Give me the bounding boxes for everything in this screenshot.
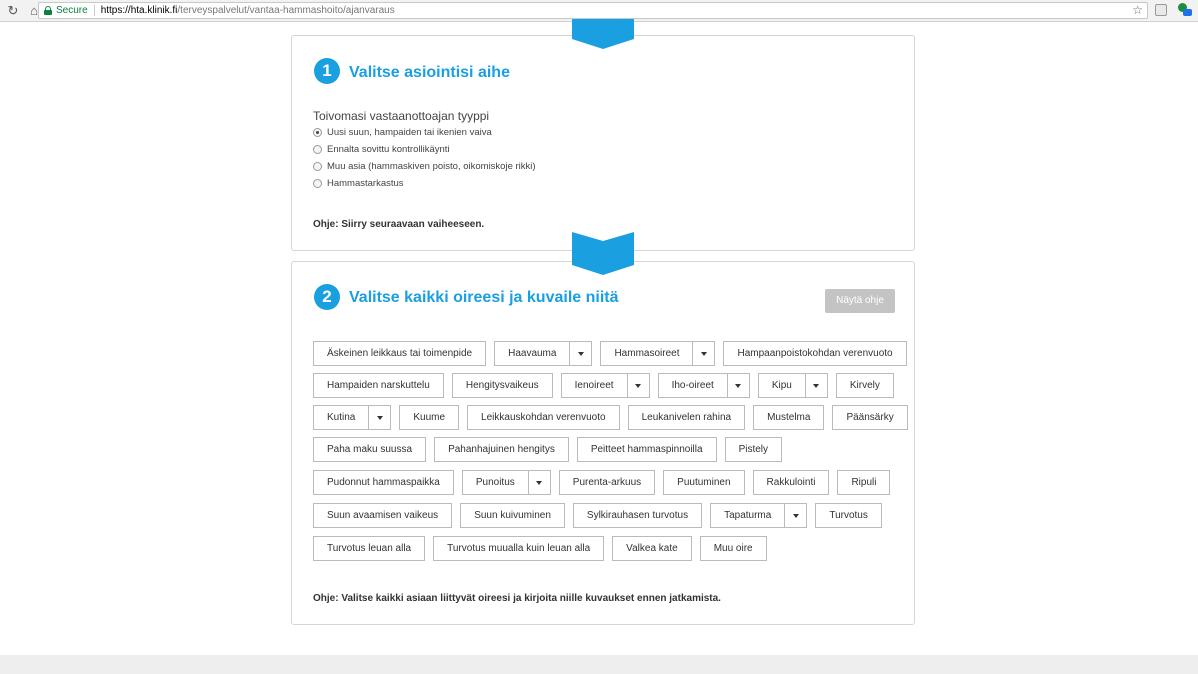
symptom-chip[interactable]: [313, 536, 425, 561]
symptom-chip-label: Äskeinen leikkaus tai toimenpide: [327, 348, 473, 359]
radio-button[interactable]: [313, 162, 322, 171]
symptom-chip-label: Hengitysvaikeus: [465, 380, 539, 391]
symptom-chip[interactable]: [313, 341, 486, 366]
step2-card: [291, 261, 915, 625]
step1-hint: Ohje: Siirry seuraavaan vaiheeseen.: [313, 219, 485, 230]
step1-title: Valitse asiointisi aihe: [349, 64, 510, 81]
symptom-chip[interactable]: [663, 470, 744, 495]
symptom-chip-label: Rakkulointi: [766, 477, 816, 488]
address-divider: [94, 5, 95, 16]
caret-down-icon[interactable]: [528, 471, 550, 494]
symptom-chip[interactable]: [494, 341, 592, 366]
radio-button[interactable]: [313, 128, 322, 137]
symptom-chip-label: Pistely: [738, 444, 769, 455]
symptom-chip-label: Peitteet hammaspinnoilla: [590, 444, 703, 455]
symptom-chip[interactable]: [313, 470, 454, 495]
symptom-chip-label: Purenta-arkuus: [572, 477, 642, 488]
symptom-row: [313, 503, 890, 528]
symptom-row: [313, 536, 775, 561]
caret-down-icon[interactable]: [569, 342, 591, 365]
radio-button[interactable]: [313, 179, 322, 188]
symptom-chip[interactable]: [612, 536, 692, 561]
symptom-chip[interactable]: [577, 437, 717, 462]
extension-icon[interactable]: [1155, 4, 1167, 16]
symptom-row: [313, 437, 790, 462]
address-bar[interactable]: [38, 2, 1148, 19]
symptom-chip[interactable]: [710, 503, 807, 528]
symptom-chip[interactable]: [573, 503, 702, 528]
symptom-row: [313, 405, 916, 430]
url-path: /terveyspalvelut/vantaa-hammashoito/ajanvaraus: [177, 5, 395, 16]
symptom-row: [313, 341, 915, 366]
radio-button[interactable]: [313, 145, 322, 154]
symptom-chip-label: Iho-oireet: [671, 380, 714, 391]
symptom-chip[interactable]: [815, 503, 882, 528]
symptom-chip[interactable]: [462, 470, 551, 495]
step2-hint: Ohje: Valitse kaikki asiaan liittyvät oireesi ja kirjoita niille kuvaukset ennen jatkamista.: [313, 593, 721, 604]
symptom-chip-label: Kutina: [327, 412, 356, 423]
caret-down-icon[interactable]: [692, 342, 714, 365]
symptom-row: [313, 373, 902, 398]
symptom-chip-label: Punoitus: [475, 477, 515, 488]
symptom-chip-label: Pahanhajuinen hengitys: [448, 444, 555, 455]
symptom-chip[interactable]: [313, 373, 444, 398]
symptom-chip-label: Tapaturma: [724, 510, 772, 521]
symptom-chip-label: Kipu: [771, 380, 792, 391]
symptom-chip[interactable]: [628, 405, 746, 430]
radio-option-new-issue[interactable]: [313, 127, 492, 138]
radio-label: Uusi suun, hampaiden tai ikenien vaiva: [327, 127, 492, 138]
symptom-chip-label: Haavauma: [508, 348, 557, 359]
caret-down-icon[interactable]: [784, 504, 806, 527]
url-host: https://hta.klinik.fi: [100, 5, 178, 16]
symptom-chip-label: Suun kuivuminen: [474, 510, 551, 521]
symptom-chip[interactable]: [753, 470, 830, 495]
symptom-chip-label: Hampaiden narskuttelu: [327, 380, 430, 391]
symptom-chip-label: Ienoireet: [574, 380, 614, 391]
step1-card: [291, 35, 915, 251]
caret-down-icon[interactable]: [627, 374, 649, 397]
appointment-type-label: Toivomasi vastaanottoajan tyyppi: [313, 109, 490, 123]
symptom-chip-label: Pudonnut hammaspaikka: [327, 477, 440, 488]
symptom-chip[interactable]: [758, 373, 828, 398]
profile-extension-icon[interactable]: [1178, 3, 1192, 17]
symptom-chip[interactable]: [559, 470, 655, 495]
home-icon[interactable]: ⌂: [30, 2, 38, 18]
symptom-chip-label: Turvotus muualla kuin leuan alla: [447, 543, 591, 554]
symptom-chip[interactable]: [723, 341, 906, 366]
symptom-chip[interactable]: [561, 373, 650, 398]
symptom-chip-label: Leikkauskohdan verenvuoto: [481, 412, 606, 423]
symptom-chip[interactable]: [434, 437, 569, 462]
symptom-chip[interactable]: [700, 536, 767, 561]
lock-icon: [44, 6, 52, 15]
symptom-chip[interactable]: [313, 503, 452, 528]
radio-option-follow-up[interactable]: [313, 144, 450, 155]
step-arrow-icon: [572, 19, 634, 49]
symptom-chip-label: Hammasoireet: [614, 348, 680, 359]
symptom-chip[interactable]: [467, 405, 620, 430]
symptom-chip-label: Mustelma: [767, 412, 811, 423]
symptom-chip-label: Sylkirauhasen turvotus: [586, 510, 689, 521]
bookmark-star-icon[interactable]: ☆: [1132, 3, 1143, 17]
caret-down-icon[interactable]: [368, 406, 390, 429]
symptom-chip-label: Päänsärky: [846, 412, 894, 423]
symptom-chip[interactable]: [836, 373, 894, 398]
symptom-chip[interactable]: [832, 405, 907, 430]
show-help-button[interactable]: Näytä ohje: [825, 289, 895, 313]
page-footer: [0, 655, 1198, 674]
symptom-chip[interactable]: [313, 437, 426, 462]
caret-down-icon[interactable]: [727, 374, 749, 397]
symptom-chip-label: Suun avaamisen vaikeus: [327, 510, 439, 521]
symptom-chip-label: Ripuli: [851, 477, 877, 488]
radio-label: Hammastarkastus: [327, 178, 404, 189]
symptom-chip-label: Valkea kate: [626, 543, 678, 554]
symptom-chip[interactable]: [753, 405, 824, 430]
symptom-chip-label: Paha maku suussa: [327, 444, 413, 455]
symptom-chip[interactable]: [399, 405, 459, 430]
radio-label: Muu asia (hammaskiven poisto, oikomiskoje rikki): [327, 161, 536, 172]
symptom-chip[interactable]: [452, 373, 553, 398]
symptom-chip-label: Muu oire: [713, 543, 753, 554]
step1-number-badge: 1: [314, 58, 340, 84]
step2-title: Valitse kaikki oireesi ja kuvaile niitä: [349, 289, 619, 306]
symptom-chip[interactable]: [725, 437, 782, 462]
symptom-chip[interactable]: [837, 470, 890, 495]
symptom-chip-label: Turvotus: [829, 510, 868, 521]
symptom-chip[interactable]: [433, 536, 604, 561]
symptom-chip-label: Puutuminen: [677, 477, 731, 488]
symptom-chip[interactable]: [600, 341, 715, 366]
radio-option-other[interactable]: [313, 161, 536, 172]
secure-label: Secure: [56, 5, 88, 16]
step2-number-badge: 2: [314, 284, 340, 310]
reload-icon[interactable]: ↻: [7, 2, 19, 18]
radio-option-checkup[interactable]: [313, 178, 404, 189]
symptom-chip-label: Leukanivelen rahina: [641, 412, 732, 423]
symptom-chip-label: Kirvely: [849, 380, 880, 391]
caret-down-icon[interactable]: [805, 374, 827, 397]
symptom-row: [313, 470, 898, 495]
symptom-chip-label: Kuume: [413, 412, 446, 423]
symptom-chip[interactable]: [658, 373, 750, 398]
symptom-chip-label: Turvotus leuan alla: [327, 543, 412, 554]
symptom-chip[interactable]: [313, 405, 391, 430]
symptom-chip-label: Hampaanpoistokohdan verenvuoto: [737, 348, 893, 359]
symptom-chip[interactable]: [460, 503, 565, 528]
radio-label: Ennalta sovittu kontrollikäynti: [327, 144, 450, 155]
step-arrow-icon: [572, 232, 634, 275]
